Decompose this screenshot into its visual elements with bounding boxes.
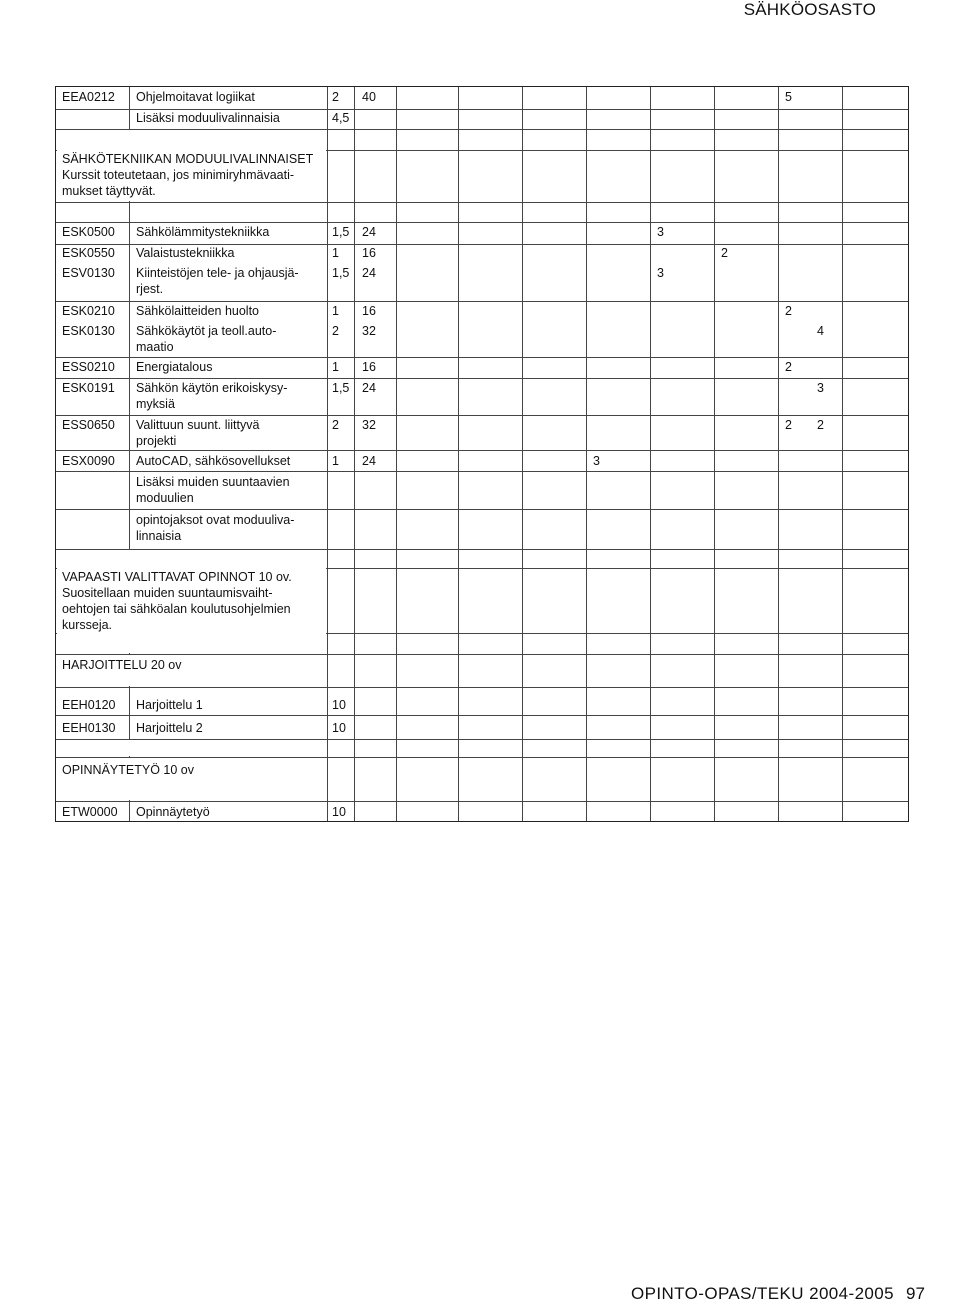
course-name: Energiatalous [136,360,213,374]
course-code: ESV0130 [62,266,115,280]
credits: 2 [332,90,339,104]
row-divider [56,801,908,802]
period-mark: 5 [785,90,792,104]
credits: 1,5 [332,266,350,280]
course-code: ESK0550 [62,246,115,260]
row-divider [56,687,908,688]
col-divider [458,87,459,821]
period-mark: 3 [817,381,824,395]
hours: 16 [362,246,376,260]
row-divider [56,378,908,379]
col-divider [327,87,328,821]
col-divider [396,87,397,821]
row-divider [56,450,908,451]
col-divider [522,87,523,821]
col-divider [714,87,715,821]
course-name: Valaistustekniikka [136,246,235,260]
curriculum-table [55,86,909,822]
credits: 1 [332,360,339,374]
credits: 2 [332,418,339,432]
credits: 10 [332,698,346,712]
course-name: myksiä [136,397,175,411]
section-label: SÄHKÖOSASTO [743,0,876,19]
course-name: maatio [136,340,174,354]
credits: 1 [332,246,339,260]
hours: 24 [362,381,376,395]
course-name: Valittuun suunt. liittyvä [136,418,260,432]
course-code: ESS0210 [62,360,115,374]
col-divider [586,87,587,821]
course-code: ESX0090 [62,454,115,468]
credits: 1,5 [332,381,350,395]
period-mark: 3 [657,225,664,239]
period-mark: 4 [817,324,824,338]
col-divider [354,87,355,821]
note-line: opintojaksot ovat moduuliva- [136,513,295,527]
course-code: ETW0000 [62,805,118,819]
credits: 1,5 [332,225,350,239]
hours: 24 [362,454,376,468]
credits: 2 [332,324,339,338]
credits: 10 [332,805,346,819]
course-code: EEA0212 [62,90,115,104]
hours: 40 [362,90,376,104]
note-line: Lisäksi muiden suuntaavien [136,475,290,489]
course-name: Kiinteistöjen tele- ja ohjausjä- [136,266,299,280]
course-name: Sähkölämmitystekniikka [136,225,270,239]
period-mark: 2 [785,360,792,374]
free-heading-line: VAPAASTI VALITTAVAT OPINNOT 10 ov. [62,570,292,584]
period-mark: 2 [721,246,728,260]
course-name: Lisäksi moduulivalinnaisia [136,111,280,125]
course-code: ESS0650 [62,418,115,432]
course-name: Ohjelmoitavat logiikat [136,90,255,104]
period-mark: 2 [817,418,824,432]
hours: 24 [362,225,376,239]
thesis-heading: OPINNÄYTETYÖ 10 ov [62,763,194,777]
hours: 32 [362,418,376,432]
free-heading-line: oehtojen tai sähköalan koulutusohjelmien [62,602,291,616]
heading-cell [57,740,326,756]
hours: 32 [362,324,376,338]
course-name: Harjoittelu 1 [136,698,203,712]
period-mark: 2 [785,304,792,318]
hours: 16 [362,304,376,318]
note-line: moduulien [136,491,194,505]
course-name: rjest. [136,282,164,296]
course-code: ESK0130 [62,324,115,338]
row-divider [56,509,908,510]
free-heading-line: Suositellaan muiden suuntaumisvaiht- [62,586,273,600]
credits: 10 [332,721,346,735]
course-name: Opinnäytetyö [136,805,210,819]
credits: 1 [332,454,339,468]
course-code: ESK0210 [62,304,115,318]
course-name: AutoCAD, sähkösovellukset [136,454,291,468]
row-divider [56,715,908,716]
credits: 4,5 [332,111,350,125]
period-mark: 3 [657,266,664,280]
credits: 1 [332,304,339,318]
module-heading-line: Kurssit toteutetaan, jos minimiryhmävaati- [62,168,295,182]
module-heading-line: SÄHKÖTEKNIIKAN MODUULIVALINNAISET [62,152,314,166]
row-divider [56,301,908,302]
practice-heading: HARJOITTELU 20 ov [62,658,182,672]
col-divider [842,87,843,821]
row-divider [56,202,908,203]
row-divider [56,222,908,223]
module-heading-line: mukset täyttyvät. [62,184,156,198]
row-divider [56,415,908,416]
period-mark: 3 [593,454,600,468]
row-divider [56,471,908,472]
course-name: Sähkökäytöt ja teoll.auto- [136,324,277,338]
col-divider [778,87,779,821]
course-name: Harjoittelu 2 [136,721,203,735]
course-code: EEH0130 [62,721,116,735]
free-heading-line: kursseja. [62,618,113,632]
course-name: projekti [136,434,177,448]
guide-title: OPINTO-OPAS/TEKU 2004-2005 [631,1284,894,1303]
course-code: ESK0500 [62,225,115,239]
page-number: 97 [906,1284,925,1303]
course-name: Sähkön käytön erikoiskysy- [136,381,288,395]
col-divider [650,87,651,821]
period-mark: 2 [785,418,792,432]
course-name: Sähkölaitteiden huolto [136,304,260,318]
course-code: EEH0120 [62,698,116,712]
hours: 16 [362,360,376,374]
hours: 24 [362,266,376,280]
note-line: linnaisia [136,529,182,543]
row-divider [56,357,908,358]
course-code: ESK0191 [62,381,115,395]
